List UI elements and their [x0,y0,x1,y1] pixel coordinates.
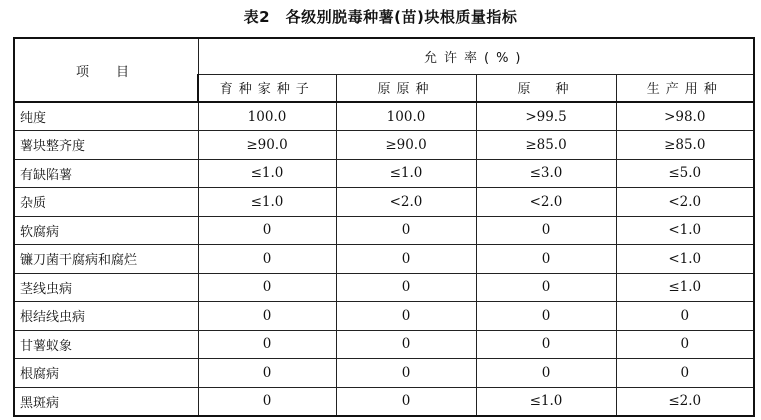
row-value-cell: >98.0 [616,102,754,131]
row-value-cell: 0 [198,387,336,416]
grade-header-production-seed: 生产用种 [616,74,754,102]
row-value-cell: ≤5.0 [616,159,754,188]
row-value-cell: 0 [198,273,336,302]
row-value-cell: ≥85.0 [476,131,616,160]
row-item-label: 软腐病 [14,216,198,245]
grade-header-basic-seed: 原 种 [476,74,616,102]
row-item-label: 纯度 [14,102,198,131]
table-row [14,102,754,131]
row-value-cell: 0 [476,273,616,302]
row-value-cell: ≤1.0 [198,188,336,217]
table-row [14,159,754,188]
row-item-label: 根结线虫病 [14,302,198,331]
row-value-cell: 0 [198,359,336,388]
row-value-cell: ≤3.0 [476,159,616,188]
row-value-cell: 0 [616,302,754,331]
row-value-cell: <1.0 [616,245,754,274]
row-value-cell: 0 [336,216,476,245]
row-value-cell: <2.0 [476,188,616,217]
row-value-cell: 0 [476,216,616,245]
table-row [14,359,754,388]
row-value-cell: 0 [616,330,754,359]
row-value-cell: 0 [476,359,616,388]
row-value-cell: 100.0 [198,102,336,131]
table-row [14,216,754,245]
row-value-cell: ≥85.0 [616,131,754,160]
table-body [14,102,754,416]
table-title: 表2 各级别脱毒种薯(苗)块根质量指标 [243,8,518,26]
grade-header-breeder-seed: 育种家种子 [198,74,336,102]
row-item-label: 黑斑病 [14,387,198,416]
row-value-cell: ≤1.0 [616,273,754,302]
row-item-label: 茎线虫病 [14,273,198,302]
row-value-cell: ≤1.0 [476,387,616,416]
row-item-label: 薯块整齐度 [14,131,198,160]
grade-header-pre-basic-seed: 原原种 [336,74,476,102]
row-value-cell: 0 [198,330,336,359]
row-value-cell: 0 [198,245,336,274]
row-value-cell: ≥90.0 [198,131,336,160]
row-value-cell: ≥90.0 [336,131,476,160]
table-row [14,245,754,274]
table-row [14,188,754,217]
quality-index-table [13,37,755,417]
table-row [14,273,754,302]
row-value-cell: 0 [198,216,336,245]
row-value-cell: 0 [336,273,476,302]
row-value-cell: 0 [336,302,476,331]
row-value-cell: 0 [476,302,616,331]
item-column-header: 项 目 [14,38,198,102]
row-value-cell: 0 [336,330,476,359]
row-value-cell: ≤2.0 [616,387,754,416]
row-value-cell: 0 [476,245,616,274]
row-value-cell: 100.0 [336,102,476,131]
row-value-cell: 0 [476,330,616,359]
row-item-label: 有缺陷薯 [14,159,198,188]
row-value-cell: 0 [198,302,336,331]
row-item-label: 根腐病 [14,359,198,388]
row-value-cell: 0 [336,359,476,388]
table-row [14,330,754,359]
row-value-cell: >99.5 [476,102,616,131]
row-item-label: 镰刀菌干腐病和腐烂 [14,245,198,274]
table-row [14,302,754,331]
table-row [14,131,754,160]
row-value-cell: <2.0 [336,188,476,217]
row-value-cell: 0 [336,245,476,274]
row-value-cell: <1.0 [616,216,754,245]
row-value-cell: ≤1.0 [198,159,336,188]
row-value-cell: 0 [336,387,476,416]
allowance-rate-header: 允许率(%) [198,38,754,74]
row-item-label: 甘薯蚁象 [14,330,198,359]
row-value-cell: <2.0 [616,188,754,217]
table-row [14,387,754,416]
row-value-cell: 0 [616,359,754,388]
row-value-cell: ≤1.0 [336,159,476,188]
row-item-label: 杂质 [14,188,198,217]
